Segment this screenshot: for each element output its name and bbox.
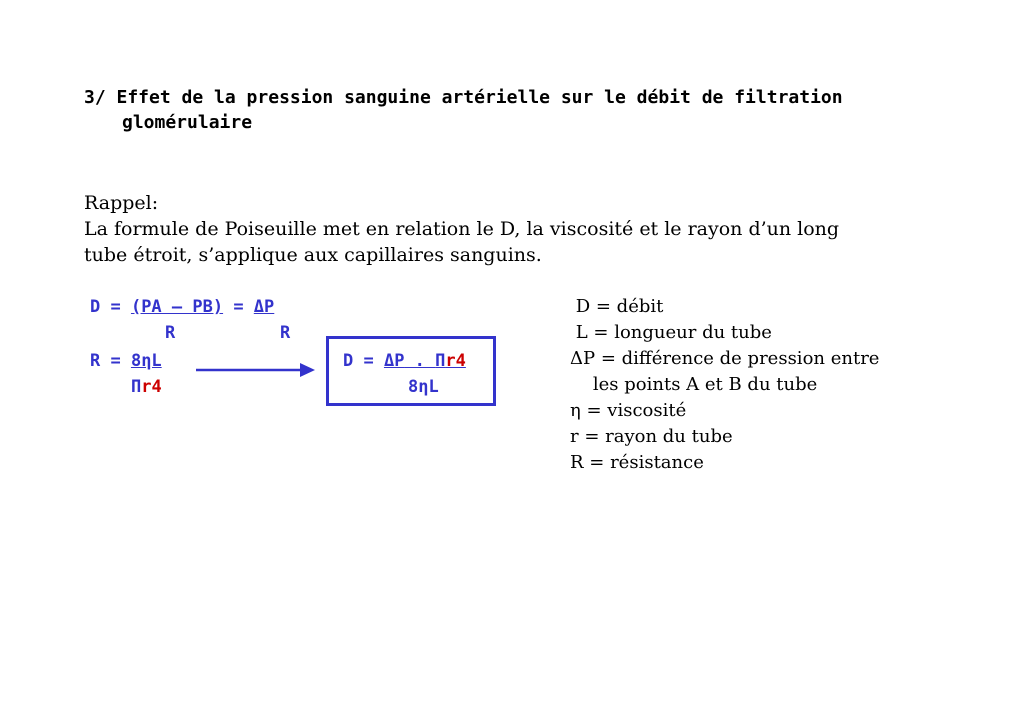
formula-d-equals: = <box>223 297 254 317</box>
result-formula-denominator: 8ηL <box>408 377 439 397</box>
formula-d-left: D = <box>90 297 131 317</box>
result-formula-pi: Π <box>435 351 446 371</box>
result-formula-left: D = <box>343 351 384 371</box>
formula-r-numerator: 8ηL <box>130 351 162 371</box>
legend-item-longueur: L = longueur du tube <box>570 322 772 343</box>
section-title-line1: 3/ Effet de la pression sanguine artérielle sur le débit de filtration <box>84 87 843 108</box>
formula-r-denominator <box>131 374 162 400</box>
formula-r-line <box>90 348 162 374</box>
result-formula-r4: r4 <box>445 351 466 371</box>
formula-d-delta: ΔP <box>253 297 275 317</box>
result-formula-numerator <box>384 351 466 371</box>
legend-item-rayon: r = rayon du tube <box>570 426 733 447</box>
legend-item-debit: D = débit <box>570 296 664 317</box>
formula-r-left: R = <box>90 351 131 371</box>
formula-r-pi: Π <box>131 377 142 397</box>
recall-line1: La formule de Poiseuille met en relation le D, la viscosité et le rayon d’un long <box>84 218 840 240</box>
legend-item-viscosite: η = viscosité <box>570 400 687 421</box>
right-arrow-icon <box>196 362 316 378</box>
section-title-line2: glomérulaire <box>122 112 253 133</box>
legend-item-resistance: R = résistance <box>570 452 704 473</box>
recall-label: Rappel: <box>84 192 159 214</box>
result-formula-line <box>343 348 466 374</box>
result-formula-dot: . <box>404 351 436 371</box>
formula-d-denominator-1: R <box>165 323 176 343</box>
formula-r-r4: r4 <box>141 377 162 397</box>
formula-d-denominator-2: R <box>280 323 291 343</box>
formula-d-line <box>90 294 274 320</box>
recall-line2: tube étroit, s’applique aux capillaires sanguins. <box>84 244 542 266</box>
legend-item-difference-pression: ΔP = différence de pression entre <box>570 348 880 369</box>
legend-item-points-ab: les points A et B du tube <box>570 374 818 395</box>
result-formula-delta: ΔP <box>383 351 405 371</box>
formula-d-numerator: (PA – PB) <box>130 297 224 317</box>
